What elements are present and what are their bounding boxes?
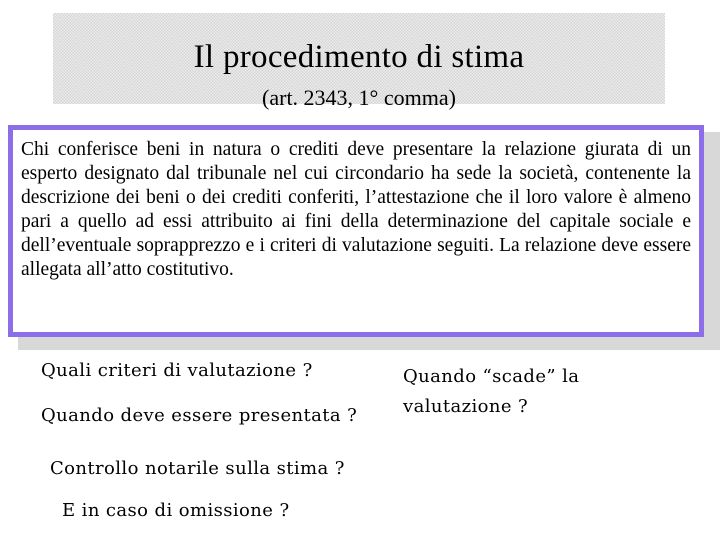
slide-subtitle: (art. 2343, 1° comma) xyxy=(262,85,456,110)
question-omission: E in caso di omissione ? xyxy=(62,500,290,521)
question-expiry-line1: Quando “scade” la xyxy=(403,366,580,387)
question-criteria: Quali criteri di valutazione ? xyxy=(41,360,313,381)
slide-title: Il procedimento di stima xyxy=(193,39,525,75)
article-text-box xyxy=(8,125,704,337)
title-box xyxy=(53,13,665,110)
question-notary-control: Controllo notarile sulla stima ? xyxy=(50,458,345,479)
question-when-present: Quando deve essere presentata ? xyxy=(41,405,358,426)
article-text: Chi conferisce beni in natura o crediti deve presentare la relazione giurata di un esperto designato dal tribunale nel cui circondario ha sede la società, contenente la descrizione dei beni o dei crediti conferiti, l’attestazione che il loro valore è almeno pari a quello ad essi attribuito ai fini della determinazione del capitale sociale e dell’eventuale soprapprezzo e i criteri di valutazione seguiti. La relazione deve essere allegata all’atto costitutivo. xyxy=(21,139,691,280)
question-expiry-line2: valutazione ? xyxy=(403,396,529,417)
question-expiry xyxy=(403,362,579,422)
